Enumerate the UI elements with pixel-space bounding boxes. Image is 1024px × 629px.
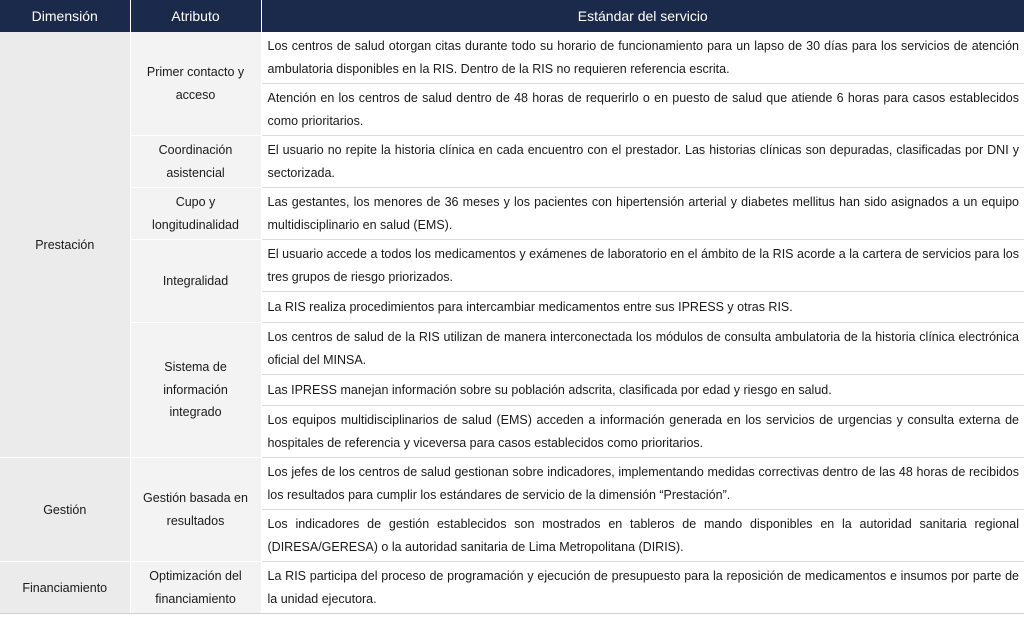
standard-cell: El usuario no repite la historia clínica en cada encuentro con el prestador. Las historias clínicas son depuradas, clasificadas por DNI y sectorizada. [261, 136, 1024, 188]
standard-cell: La RIS participa del proceso de programación y ejecución de presupuesto para la reposición de medicamentos e insumos por parte de la unidad ejecutora. [261, 562, 1024, 614]
table-row [0, 323, 1024, 375]
standard-cell: Los equipos multidisciplinarios de salud (EMS) acceden a información generada en los servicios de urgencias y consulta externa de hospitales de referencia y viceversa para casos establecidos como prioritarios. [261, 406, 1024, 458]
header-row [0, 0, 1024, 32]
attribute-primer-contacto: Primer contacto y acceso [130, 32, 261, 136]
standard-cell: Los centros de salud de la RIS utilizan de manera interconectada los módulos de consulta ambulatoria de la historia clínica electrónica oficial del MINSA. [261, 323, 1024, 375]
standard-cell: Los indicadores de gestión establecidos son mostrados en tableros de mando disponibles en la autoridad sanitaria regional (DIRESA/GERESA) o la autoridad sanitaria de Lima Metropolitana (DIRIS). [261, 510, 1024, 562]
table-row [0, 188, 1024, 240]
standard-cell: Atención en los centros de salud dentro de 48 horas de requerirlo o en puesto de salud que atiende 6 horas para casos establecidos como prioritarios. [261, 84, 1024, 136]
attribute-gestion-resultados: Gestión basada en resultados [130, 458, 261, 562]
standard-cell: Los centros de salud otorgan citas durante todo su horario de funcionamiento para un lapso de 30 días para los servicios de atención ambulatoria disponibles en la RIS. Dentro de la RIS no requieren referencia escrita. [261, 32, 1024, 84]
dimension-financiamiento: Financiamiento [0, 562, 130, 614]
attribute-optimizacion: Optimización del financiamiento [130, 562, 261, 614]
table-row [0, 32, 1024, 84]
table-row [0, 240, 1024, 292]
dimension-prestacion: Prestación [0, 32, 130, 458]
dimension-gestion: Gestión [0, 458, 130, 562]
header-attribute: Atributo [130, 0, 261, 32]
attribute-coordinacion: Coordinación asistencial [130, 136, 261, 188]
attribute-integralidad: Integralidad [130, 240, 261, 323]
header-standard: Estándar del servicio [261, 0, 1024, 32]
standard-cell: El usuario accede a todos los medicamentos y exámenes de laboratorio en el ámbito de la RIS acorde a la cartera de servicios para los tres grupos de riesgo priorizados. [261, 240, 1024, 292]
table-row [0, 136, 1024, 188]
attribute-cupo: Cupo y longitudinalidad [130, 188, 261, 240]
standard-cell: Los jefes de los centros de salud gestionan sobre indicadores, implementando medidas correctivas dentro de las 48 horas de recibidos los resultados para cumplir los estándares de servicio de la dimensión “Prestación”. [261, 458, 1024, 510]
standard-cell: Las gestantes, los menores de 36 meses y los pacientes con hipertensión arterial y diabetes mellitus han sido asignados a un equipo multidisciplinario en salud (EMS). [261, 188, 1024, 240]
attribute-sistema: Sistema de información integrado [130, 323, 261, 458]
standard-cell: La RIS realiza procedimientos para intercambiar medicamentos entre sus IPRESS y otras RIS. [261, 292, 1024, 323]
table-row [0, 458, 1024, 510]
header-dimension: Dimensión [0, 0, 130, 32]
standard-cell: Las IPRESS manejan información sobre su población adscrita, clasificada por edad y riesgo en salud. [261, 375, 1024, 406]
table-row [0, 562, 1024, 614]
